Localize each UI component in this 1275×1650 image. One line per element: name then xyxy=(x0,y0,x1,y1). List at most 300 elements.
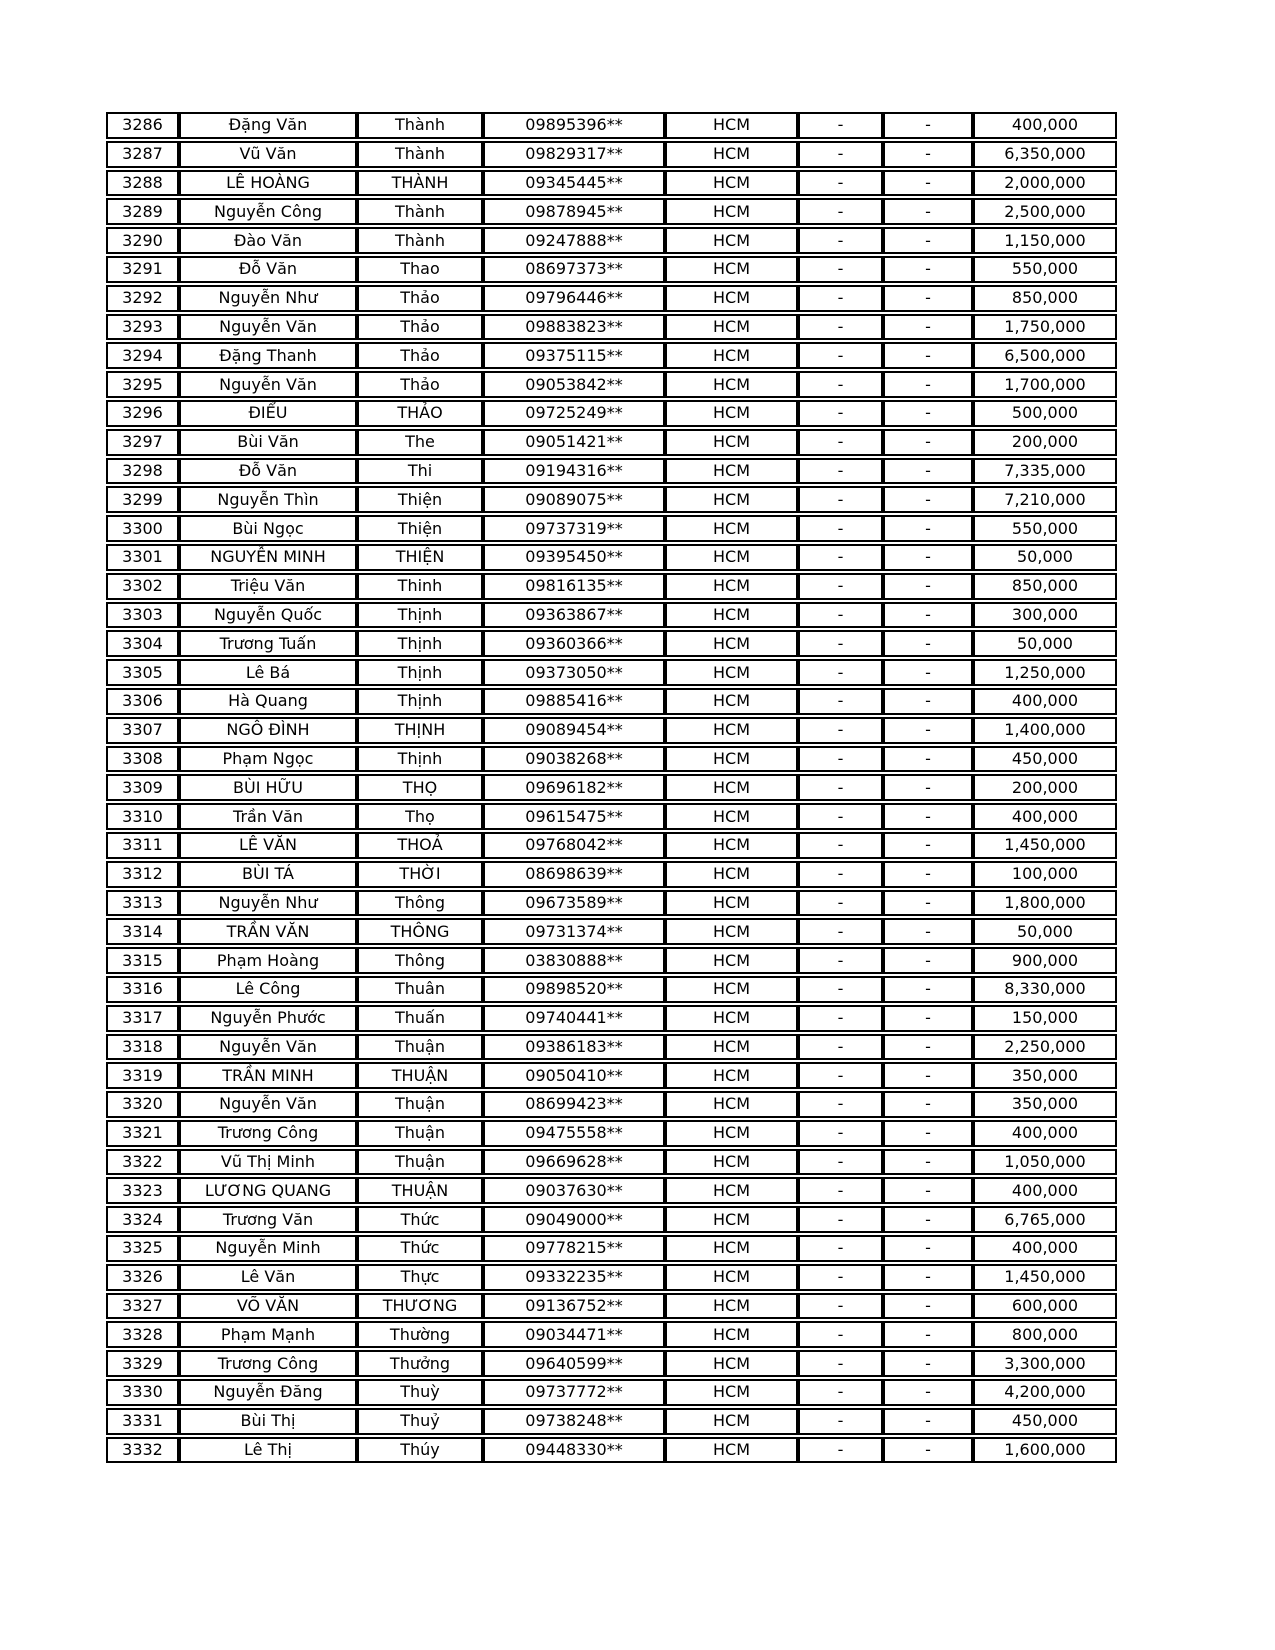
cell-row-number: 3313 xyxy=(106,890,179,917)
cell-row-number: 3319 xyxy=(106,1062,179,1089)
cell-col-6: - xyxy=(798,544,883,571)
cell-col-6: - xyxy=(798,688,883,715)
cell-city: HCM xyxy=(665,227,798,254)
cell-row-number: 3329 xyxy=(106,1350,179,1377)
cell-amount: 450,000 xyxy=(973,746,1117,773)
table-row xyxy=(106,486,1117,513)
cell-first-middle-name: BÙI TÁ xyxy=(179,861,357,888)
cell-phone-masked: 09038268** xyxy=(483,746,665,773)
cell-amount: 850,000 xyxy=(973,285,1117,312)
cell-city: HCM xyxy=(665,342,798,369)
cell-amount: 350,000 xyxy=(973,1062,1117,1089)
cell-row-number: 3303 xyxy=(106,602,179,629)
table-row xyxy=(106,947,1117,974)
cell-last-name: Thiện xyxy=(357,486,483,513)
cell-row-number: 3320 xyxy=(106,1091,179,1118)
cell-row-number: 3306 xyxy=(106,688,179,715)
cell-col-6: - xyxy=(798,1408,883,1435)
cell-last-name: Thuận xyxy=(357,1034,483,1061)
cell-last-name: Thuận xyxy=(357,1120,483,1147)
cell-col-7: - xyxy=(883,342,973,369)
table-row xyxy=(106,227,1117,254)
cell-last-name: Thi xyxy=(357,458,483,485)
cell-amount: 400,000 xyxy=(973,112,1117,139)
cell-last-name: Thiện xyxy=(357,515,483,542)
cell-col-6: - xyxy=(798,918,883,945)
cell-col-6: - xyxy=(798,371,883,398)
cell-city: HCM xyxy=(665,1235,798,1262)
cell-city: HCM xyxy=(665,170,798,197)
cell-col-7: - xyxy=(883,400,973,427)
cell-amount: 2,000,000 xyxy=(973,170,1117,197)
cell-first-middle-name: Nguyễn Đăng xyxy=(179,1379,357,1406)
table-row xyxy=(106,1005,1117,1032)
table-row xyxy=(106,717,1117,744)
cell-last-name: Thao xyxy=(357,256,483,283)
cell-col-6: - xyxy=(798,573,883,600)
cell-phone-masked: 09696182** xyxy=(483,774,665,801)
cell-col-6: - xyxy=(798,947,883,974)
cell-last-name: THỜI xyxy=(357,861,483,888)
cell-col-6: - xyxy=(798,227,883,254)
cell-col-7: - xyxy=(883,198,973,225)
table-row xyxy=(106,1206,1117,1233)
cell-phone-masked: 09345445** xyxy=(483,170,665,197)
cell-last-name: Thảo xyxy=(357,285,483,312)
cell-city: HCM xyxy=(665,659,798,686)
cell-phone-masked: 09386183** xyxy=(483,1034,665,1061)
cell-row-number: 3323 xyxy=(106,1177,179,1204)
cell-city: HCM xyxy=(665,1293,798,1320)
cell-last-name: Thịnh xyxy=(357,688,483,715)
table-row xyxy=(106,688,1117,715)
cell-first-middle-name: Hà Quang xyxy=(179,688,357,715)
cell-amount: 1,400,000 xyxy=(973,717,1117,744)
cell-last-name: Thành xyxy=(357,141,483,168)
cell-city: HCM xyxy=(665,1321,798,1348)
cell-col-7: - xyxy=(883,602,973,629)
cell-first-middle-name: Phạm Mạnh xyxy=(179,1321,357,1348)
cell-amount: 2,250,000 xyxy=(973,1034,1117,1061)
cell-last-name: Thành xyxy=(357,227,483,254)
cell-col-7: - xyxy=(883,774,973,801)
cell-last-name: Thịnh xyxy=(357,746,483,773)
cell-amount: 6,500,000 xyxy=(973,342,1117,369)
cell-first-middle-name: ĐIỂU xyxy=(179,400,357,427)
cell-col-6: - xyxy=(798,803,883,830)
cell-amount: 1,800,000 xyxy=(973,890,1117,917)
table-row xyxy=(106,141,1117,168)
cell-phone-masked: 09395450** xyxy=(483,544,665,571)
cell-amount: 2,500,000 xyxy=(973,198,1117,225)
table-row xyxy=(106,285,1117,312)
cell-col-6: - xyxy=(798,890,883,917)
cell-col-7: - xyxy=(883,918,973,945)
cell-col-7: - xyxy=(883,688,973,715)
cell-city: HCM xyxy=(665,1408,798,1435)
cell-col-7: - xyxy=(883,227,973,254)
cell-first-middle-name: Đặng Văn xyxy=(179,112,357,139)
table-row xyxy=(106,746,1117,773)
cell-col-7: - xyxy=(883,141,973,168)
cell-amount: 1,750,000 xyxy=(973,314,1117,341)
cell-col-7: - xyxy=(883,890,973,917)
cell-row-number: 3288 xyxy=(106,170,179,197)
cell-amount: 1,700,000 xyxy=(973,371,1117,398)
cell-city: HCM xyxy=(665,1149,798,1176)
cell-phone-masked: 09829317** xyxy=(483,141,665,168)
cell-row-number: 3301 xyxy=(106,544,179,571)
cell-col-7: - xyxy=(883,947,973,974)
cell-phone-masked: 09885416** xyxy=(483,688,665,715)
cell-last-name: Thịnh xyxy=(357,630,483,657)
table-row xyxy=(106,976,1117,1003)
cell-row-number: 3327 xyxy=(106,1293,179,1320)
cell-city: HCM xyxy=(665,1264,798,1291)
cell-row-number: 3314 xyxy=(106,918,179,945)
cell-row-number: 3294 xyxy=(106,342,179,369)
cell-row-number: 3289 xyxy=(106,198,179,225)
cell-col-6: - xyxy=(798,1293,883,1320)
cell-city: HCM xyxy=(665,688,798,715)
table-row xyxy=(106,1235,1117,1262)
cell-city: HCM xyxy=(665,141,798,168)
cell-col-6: - xyxy=(798,170,883,197)
cell-first-middle-name: Bùi Thị xyxy=(179,1408,357,1435)
cell-col-7: - xyxy=(883,1293,973,1320)
cell-amount: 100,000 xyxy=(973,861,1117,888)
cell-first-middle-name: Nguyễn Văn xyxy=(179,371,357,398)
table-row xyxy=(106,1321,1117,1348)
cell-first-middle-name: Trần Văn xyxy=(179,803,357,830)
cell-last-name: Thinh xyxy=(357,573,483,600)
cell-amount: 400,000 xyxy=(973,803,1117,830)
cell-city: HCM xyxy=(665,1206,798,1233)
cell-phone-masked: 09360366** xyxy=(483,630,665,657)
table-row xyxy=(106,659,1117,686)
cell-col-7: - xyxy=(883,112,973,139)
cell-city: HCM xyxy=(665,774,798,801)
cell-col-7: - xyxy=(883,1091,973,1118)
cell-city: HCM xyxy=(665,918,798,945)
cell-city: HCM xyxy=(665,1034,798,1061)
cell-col-6: - xyxy=(798,1120,883,1147)
cell-city: HCM xyxy=(665,573,798,600)
cell-amount: 7,335,000 xyxy=(973,458,1117,485)
cell-first-middle-name: Trương Văn xyxy=(179,1206,357,1233)
cell-first-middle-name: Nguyễn Quốc xyxy=(179,602,357,629)
cell-phone-masked: 08698639** xyxy=(483,861,665,888)
cell-row-number: 3332 xyxy=(106,1437,179,1464)
cell-col-6: - xyxy=(798,141,883,168)
cell-col-7: - xyxy=(883,746,973,773)
cell-col-6: - xyxy=(798,112,883,139)
cell-city: HCM xyxy=(665,746,798,773)
cell-amount: 200,000 xyxy=(973,774,1117,801)
table-row xyxy=(106,1408,1117,1435)
cell-last-name: Thọ xyxy=(357,803,483,830)
table-row xyxy=(106,429,1117,456)
cell-city: HCM xyxy=(665,1437,798,1464)
cell-last-name: THÀNH xyxy=(357,170,483,197)
cell-amount: 1,250,000 xyxy=(973,659,1117,686)
cell-city: HCM xyxy=(665,832,798,859)
cell-phone-masked: 09037630** xyxy=(483,1177,665,1204)
cell-phone-masked: 09089075** xyxy=(483,486,665,513)
cell-last-name: Thuỷ xyxy=(357,1408,483,1435)
cell-last-name: Thức xyxy=(357,1235,483,1262)
table-row xyxy=(106,1293,1117,1320)
cell-phone-masked: 09740441** xyxy=(483,1005,665,1032)
table-row xyxy=(106,342,1117,369)
cell-amount: 400,000 xyxy=(973,688,1117,715)
cell-row-number: 3287 xyxy=(106,141,179,168)
cell-first-middle-name: Trương Công xyxy=(179,1350,357,1377)
cell-phone-masked: 09738248** xyxy=(483,1408,665,1435)
cell-last-name: Thuân xyxy=(357,976,483,1003)
cell-col-7: - xyxy=(883,1408,973,1435)
cell-phone-masked: 09615475** xyxy=(483,803,665,830)
cell-phone-masked: 09640599** xyxy=(483,1350,665,1377)
cell-city: HCM xyxy=(665,198,798,225)
cell-amount: 1,050,000 xyxy=(973,1149,1117,1176)
cell-last-name: Thành xyxy=(357,112,483,139)
cell-first-middle-name: Nguyễn Văn xyxy=(179,1091,357,1118)
cell-phone-masked: 09373050** xyxy=(483,659,665,686)
cell-row-number: 3298 xyxy=(106,458,179,485)
cell-city: HCM xyxy=(665,890,798,917)
cell-phone-masked: 09363867** xyxy=(483,602,665,629)
cell-city: HCM xyxy=(665,976,798,1003)
cell-row-number: 3316 xyxy=(106,976,179,1003)
table-row xyxy=(106,803,1117,830)
cell-col-7: - xyxy=(883,1206,973,1233)
name-phone-amount-table xyxy=(106,110,1117,1465)
cell-phone-masked: 08699423** xyxy=(483,1091,665,1118)
cell-city: HCM xyxy=(665,429,798,456)
table-row xyxy=(106,630,1117,657)
cell-first-middle-name: Đỗ Văn xyxy=(179,458,357,485)
cell-first-middle-name: Đỗ Văn xyxy=(179,256,357,283)
cell-phone-masked: 09050410** xyxy=(483,1062,665,1089)
cell-amount: 500,000 xyxy=(973,400,1117,427)
cell-amount: 550,000 xyxy=(973,256,1117,283)
cell-amount: 850,000 xyxy=(973,573,1117,600)
cell-phone-masked: 09051421** xyxy=(483,429,665,456)
cell-last-name: Thức xyxy=(357,1206,483,1233)
cell-first-middle-name: Bùi Văn xyxy=(179,429,357,456)
cell-col-7: - xyxy=(883,1264,973,1291)
cell-col-6: - xyxy=(798,342,883,369)
cell-col-6: - xyxy=(798,1091,883,1118)
table-row xyxy=(106,314,1117,341)
cell-row-number: 3292 xyxy=(106,285,179,312)
cell-amount: 7,210,000 xyxy=(973,486,1117,513)
cell-row-number: 3305 xyxy=(106,659,179,686)
cell-first-middle-name: LÊ HOÀNG xyxy=(179,170,357,197)
cell-col-7: - xyxy=(883,976,973,1003)
cell-col-6: - xyxy=(798,285,883,312)
cell-col-6: - xyxy=(798,861,883,888)
cell-city: HCM xyxy=(665,544,798,571)
cell-city: HCM xyxy=(665,1062,798,1089)
cell-phone-masked: 09475558** xyxy=(483,1120,665,1147)
cell-city: HCM xyxy=(665,314,798,341)
cell-col-7: - xyxy=(883,1149,973,1176)
cell-last-name: Thuỳ xyxy=(357,1379,483,1406)
cell-last-name: Thưởng xyxy=(357,1350,483,1377)
cell-phone-masked: 09737319** xyxy=(483,515,665,542)
cell-last-name: THỌ xyxy=(357,774,483,801)
cell-row-number: 3309 xyxy=(106,774,179,801)
cell-city: HCM xyxy=(665,1120,798,1147)
cell-amount: 900,000 xyxy=(973,947,1117,974)
cell-amount: 6,350,000 xyxy=(973,141,1117,168)
cell-first-middle-name: Lê Bá xyxy=(179,659,357,686)
cell-col-7: - xyxy=(883,285,973,312)
cell-row-number: 3328 xyxy=(106,1321,179,1348)
cell-col-6: - xyxy=(798,832,883,859)
cell-row-number: 3312 xyxy=(106,861,179,888)
document-page xyxy=(106,110,1117,1465)
cell-col-6: - xyxy=(798,1350,883,1377)
cell-last-name: Thực xyxy=(357,1264,483,1291)
cell-col-6: - xyxy=(798,1264,883,1291)
cell-city: HCM xyxy=(665,861,798,888)
table-row xyxy=(106,112,1117,139)
table-row xyxy=(106,1149,1117,1176)
cell-city: HCM xyxy=(665,717,798,744)
cell-first-middle-name: LƯƠNG QUANG xyxy=(179,1177,357,1204)
cell-row-number: 3291 xyxy=(106,256,179,283)
table-row xyxy=(106,1120,1117,1147)
cell-city: HCM xyxy=(665,630,798,657)
cell-phone-masked: 09194316** xyxy=(483,458,665,485)
cell-first-middle-name: Phạm Hoàng xyxy=(179,947,357,974)
cell-phone-masked: 09034471** xyxy=(483,1321,665,1348)
cell-amount: 450,000 xyxy=(973,1408,1117,1435)
table-row xyxy=(106,1062,1117,1089)
cell-first-middle-name: NGUYỄN MINH xyxy=(179,544,357,571)
cell-col-7: - xyxy=(883,1062,973,1089)
cell-amount: 1,450,000 xyxy=(973,832,1117,859)
cell-col-7: - xyxy=(883,1321,973,1348)
cell-amount: 6,765,000 xyxy=(973,1206,1117,1233)
cell-city: HCM xyxy=(665,1091,798,1118)
table-row xyxy=(106,774,1117,801)
cell-col-7: - xyxy=(883,1177,973,1204)
cell-first-middle-name: Bùi Ngọc xyxy=(179,515,357,542)
cell-amount: 8,330,000 xyxy=(973,976,1117,1003)
cell-col-6: - xyxy=(798,602,883,629)
cell-amount: 1,150,000 xyxy=(973,227,1117,254)
cell-row-number: 3308 xyxy=(106,746,179,773)
cell-col-7: - xyxy=(883,630,973,657)
table-row xyxy=(106,1091,1117,1118)
cell-col-6: - xyxy=(798,429,883,456)
cell-amount: 50,000 xyxy=(973,544,1117,571)
cell-col-7: - xyxy=(883,1350,973,1377)
cell-amount: 50,000 xyxy=(973,630,1117,657)
cell-last-name: Thông xyxy=(357,947,483,974)
cell-row-number: 3299 xyxy=(106,486,179,513)
cell-amount: 4,200,000 xyxy=(973,1379,1117,1406)
cell-row-number: 3331 xyxy=(106,1408,179,1435)
cell-phone-masked: 09673589** xyxy=(483,890,665,917)
cell-row-number: 3290 xyxy=(106,227,179,254)
cell-first-middle-name: Lê Văn xyxy=(179,1264,357,1291)
cell-first-middle-name: Nguyễn Như xyxy=(179,285,357,312)
cell-col-6: - xyxy=(798,774,883,801)
cell-phone-masked: 09136752** xyxy=(483,1293,665,1320)
table-row xyxy=(106,400,1117,427)
cell-row-number: 3315 xyxy=(106,947,179,974)
cell-row-number: 3302 xyxy=(106,573,179,600)
cell-phone-masked: 09796446** xyxy=(483,285,665,312)
cell-col-6: - xyxy=(798,1005,883,1032)
cell-city: HCM xyxy=(665,947,798,974)
cell-col-7: - xyxy=(883,429,973,456)
cell-first-middle-name: Lê Công xyxy=(179,976,357,1003)
cell-row-number: 3310 xyxy=(106,803,179,830)
cell-first-middle-name: Triệu Văn xyxy=(179,573,357,600)
cell-first-middle-name: Vũ Văn xyxy=(179,141,357,168)
cell-last-name: THUẬN xyxy=(357,1062,483,1089)
cell-last-name: THỊNH xyxy=(357,717,483,744)
table-row xyxy=(106,198,1117,225)
cell-phone-masked: 09878945** xyxy=(483,198,665,225)
table-row xyxy=(106,544,1117,571)
cell-city: HCM xyxy=(665,400,798,427)
cell-col-7: - xyxy=(883,659,973,686)
cell-city: HCM xyxy=(665,256,798,283)
cell-amount: 1,600,000 xyxy=(973,1437,1117,1464)
cell-col-6: - xyxy=(798,1034,883,1061)
cell-first-middle-name: Nguyễn Phước xyxy=(179,1005,357,1032)
cell-city: HCM xyxy=(665,602,798,629)
cell-first-middle-name: TRẦN MINH xyxy=(179,1062,357,1089)
cell-last-name: Thúy xyxy=(357,1437,483,1464)
cell-col-7: - xyxy=(883,1005,973,1032)
cell-phone-masked: 09725249** xyxy=(483,400,665,427)
table-row xyxy=(106,602,1117,629)
cell-amount: 400,000 xyxy=(973,1235,1117,1262)
cell-phone-masked: 09898520** xyxy=(483,976,665,1003)
cell-row-number: 3324 xyxy=(106,1206,179,1233)
cell-amount: 200,000 xyxy=(973,429,1117,456)
cell-col-7: - xyxy=(883,573,973,600)
cell-col-6: - xyxy=(798,1149,883,1176)
table-row xyxy=(106,832,1117,859)
cell-first-middle-name: LÊ VĂN xyxy=(179,832,357,859)
cell-last-name: Thịnh xyxy=(357,602,483,629)
cell-city: HCM xyxy=(665,371,798,398)
cell-phone-masked: 09669628** xyxy=(483,1149,665,1176)
table-row xyxy=(106,1437,1117,1464)
cell-last-name: Thảo xyxy=(357,314,483,341)
cell-phone-masked: 09768042** xyxy=(483,832,665,859)
cell-col-7: - xyxy=(883,1034,973,1061)
table-row xyxy=(106,1034,1117,1061)
cell-phone-masked: 09883823** xyxy=(483,314,665,341)
cell-col-7: - xyxy=(883,1437,973,1464)
cell-row-number: 3325 xyxy=(106,1235,179,1262)
cell-last-name: THƯƠNG xyxy=(357,1293,483,1320)
cell-col-6: - xyxy=(798,1235,883,1262)
cell-last-name: THẢO xyxy=(357,400,483,427)
cell-first-middle-name: Trương Tuấn xyxy=(179,630,357,657)
cell-col-6: - xyxy=(798,717,883,744)
